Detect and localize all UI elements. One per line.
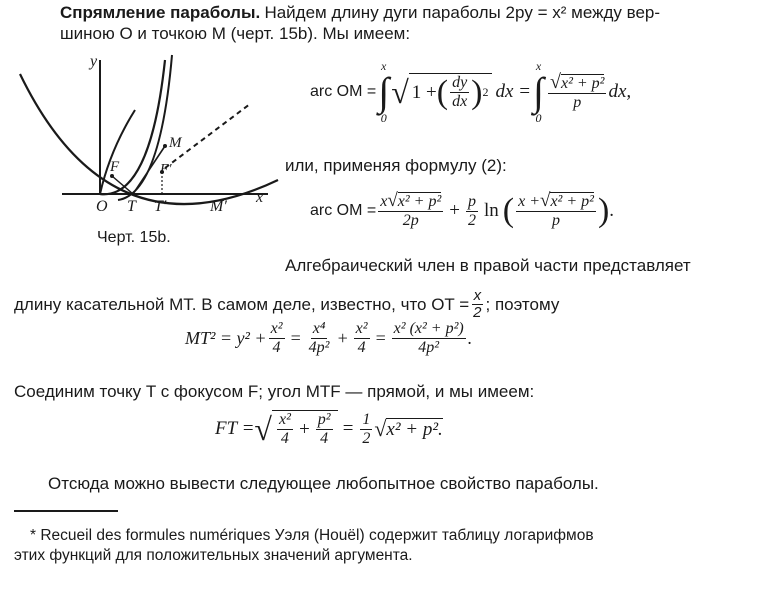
footnote-rule: [14, 510, 118, 512]
paragraph-1-line-2: длину касательной MT. В самом деле, известно, что OT = $\frac{x}{2}$ ; поэтому: [14, 287, 560, 321]
label-f: F: [110, 159, 120, 175]
eq1-tail: dx,: [608, 81, 632, 102]
derivative-fraction: $\frac{dy}{dx}$: [452, 74, 468, 110]
radical-sign: √: [391, 74, 409, 110]
label-origin: O: [96, 198, 108, 215]
equation-arc-closed-form: arc OM = $\frac{\text{x√x² + p²}}{2p}$ + $\frac{p}{2}$ ln ( $\frac{\text{x +√x² + p²}}{p}$ ) .: [310, 190, 615, 229]
paragraph-2: Соединим точку T с фокусом F; угол MTF — прямой, и мы имеем:: [14, 382, 535, 401]
figure-15b: [0, 0, 300, 240]
integral-sign: x ∫ 0: [378, 59, 390, 125]
equation-arc-integral: [310, 60, 631, 124]
label-m: M: [169, 135, 182, 151]
heading-text: Найдем длину дуги параболы 2py = x² между вер-: [264, 3, 661, 22]
paragraph-1-line-1: Алгебраический член в правой части представляет: [285, 256, 691, 275]
eq1-radicand: 1 + ( $\frac{dy}{dx}$ ) 2: [409, 73, 492, 111]
equation-mt-squared: MT² = y² + $\frac{\text{x²}}{4}$ = $\frac{\text{x⁴}}{\text{4p²}}$ + $\frac{\text{x²}}{4}$ = $\frac{\text{x² (x² + p²)}}{\text{4p²}}$ .: [185, 320, 473, 356]
label-x: x: [256, 189, 264, 206]
heading-line-2: шиною O и точкою M (черт. 15b). Мы имеем:: [60, 24, 411, 43]
label-t: T: [127, 198, 136, 215]
point-m: [163, 144, 167, 148]
formula-2-text: или, применяя формулу (2):: [285, 156, 507, 175]
figure-caption: Черт. 15b.: [97, 229, 171, 246]
eq2-fraction-2: $\frac{p}{2}$: [468, 192, 476, 229]
section-title: Спрямление параболы.: [60, 3, 261, 22]
label-f-prime: F′: [160, 162, 172, 177]
integral-sign-2: x ∫ 0: [533, 59, 544, 125]
eq1-dx: dx =: [495, 81, 532, 102]
footnote-line-2: этих функций для положительных значений аргумента.: [14, 547, 413, 564]
label-y: y: [90, 53, 98, 70]
ot-fraction: $\frac{x}{2}$: [473, 287, 482, 321]
label-m-prime: M′: [210, 198, 227, 215]
paragraph-3: Отсюда можно вывести следующее любопытное свойство параболы.: [48, 474, 599, 493]
label-t-prime: T′: [154, 198, 167, 215]
eq1-lhs: arc OM =: [310, 83, 377, 100]
eq1-fraction: $\frac{\text{√x² + p²}}{p}$: [549, 70, 605, 111]
footnote-line-1: * Recueil des formules numériques Уэля (Houël) содержит таблицу логарифмов: [30, 527, 594, 544]
wide-parabola: [20, 74, 278, 204]
equation-ft: FT = √ $\frac{\text{x²}}{4}$ + $\frac{\text{p²}}{4}$ = $\frac{1}{2}$ √ x² + p².: [215, 410, 443, 447]
eq2-fraction-1: $\frac{\text{x√x² + p²}}{2p}$: [380, 190, 442, 229]
eq2-fraction-3: $\frac{\text{x +√x² + p²}}{p}$: [518, 190, 594, 229]
